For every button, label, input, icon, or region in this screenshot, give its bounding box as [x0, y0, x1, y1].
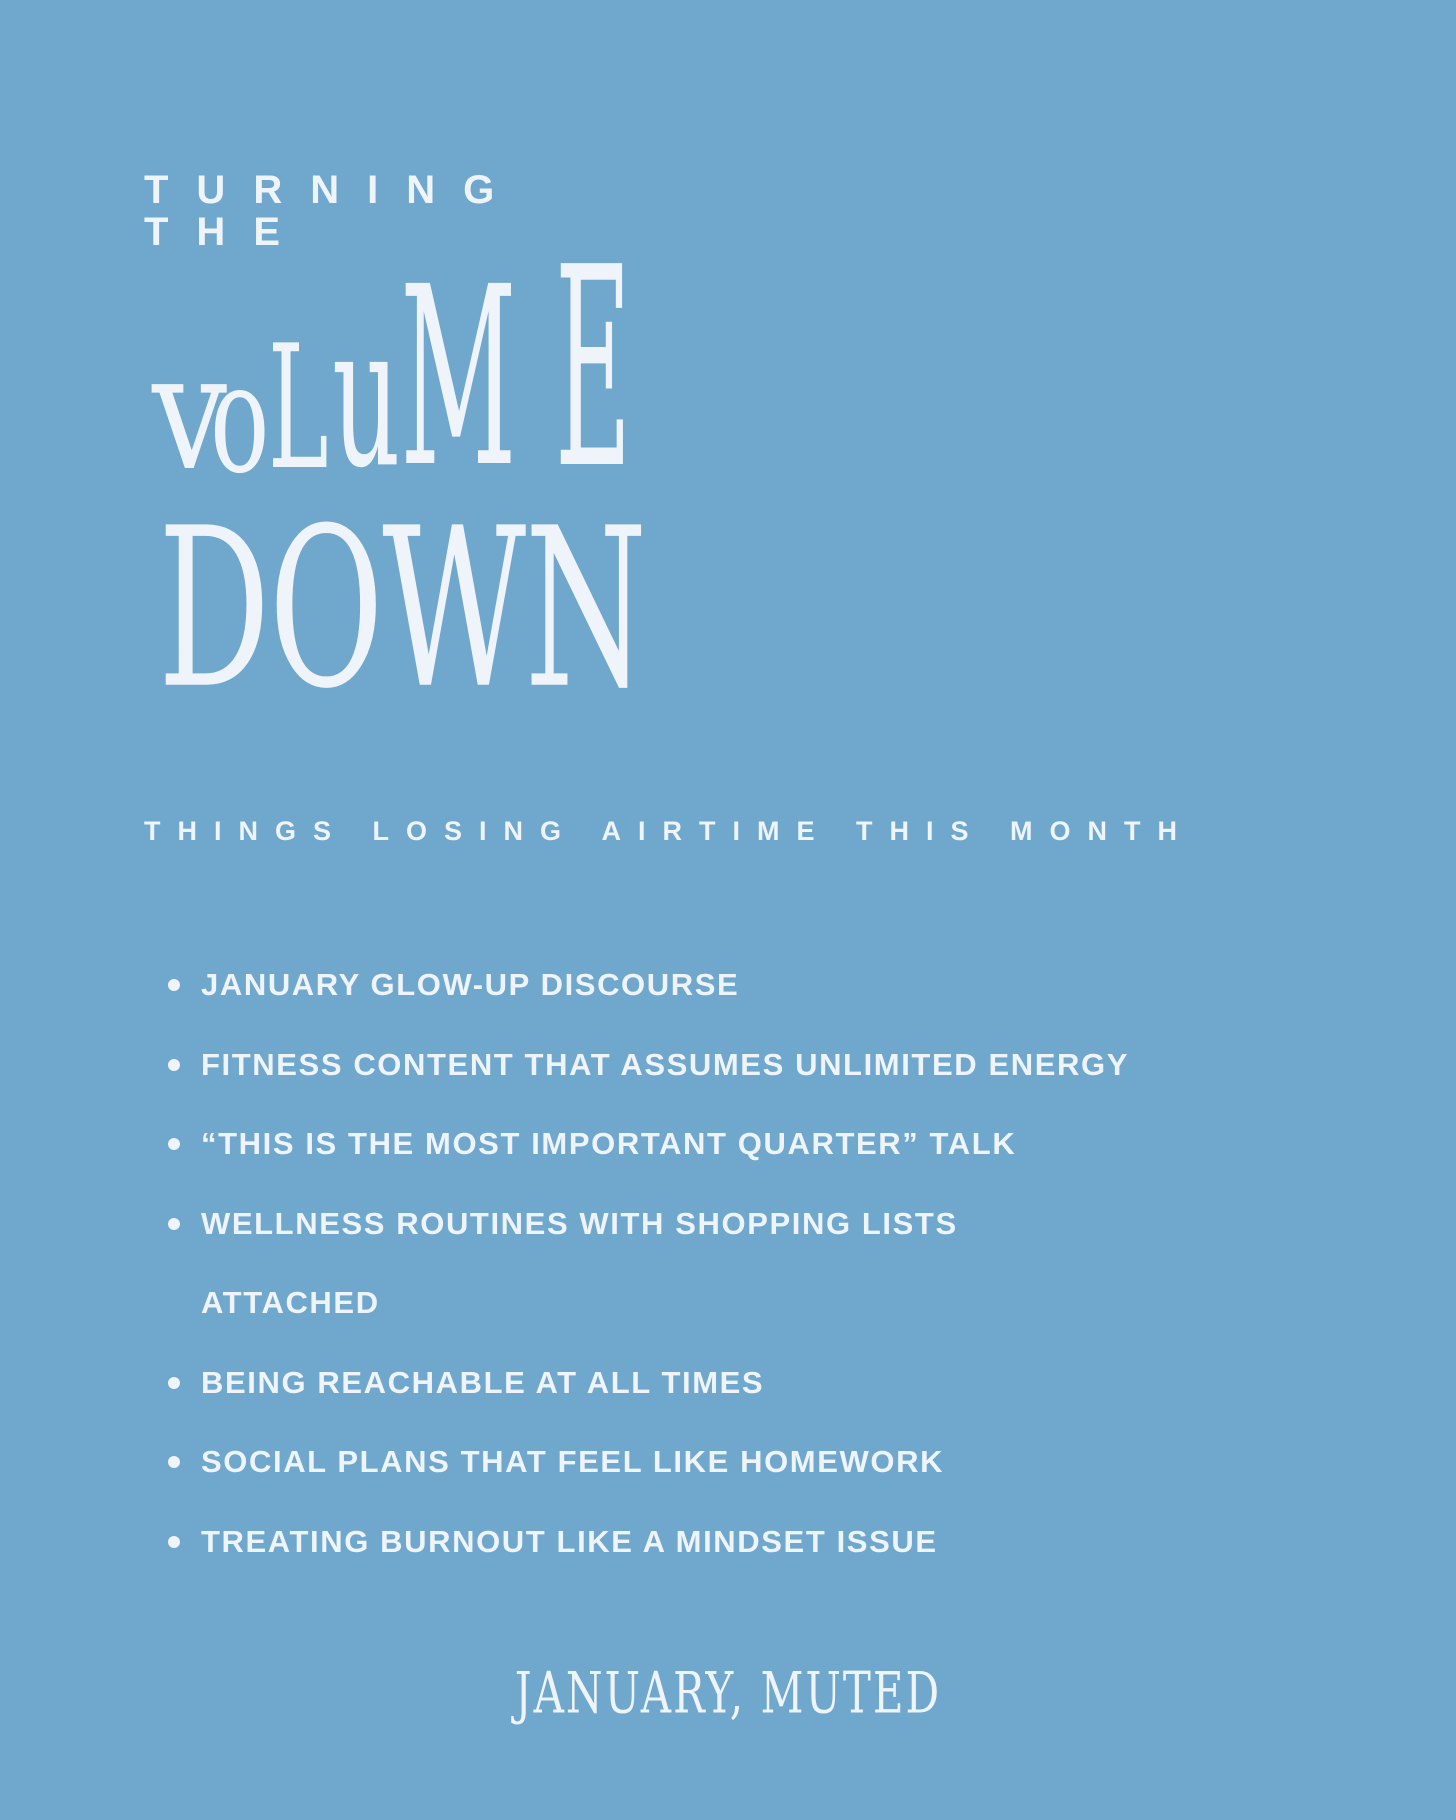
title-kicker-turning: TURNING: [144, 168, 523, 212]
list-item: [168, 1502, 1368, 1582]
list-item: [168, 1422, 1368, 1502]
list-item-text: “THIS IS THE MOST IMPORTANT QUARTER” TALK: [201, 1126, 1017, 1161]
title-volume-letter-v: v: [152, 318, 228, 507]
title-down: DOWN: [158, 481, 646, 738]
bullet-icon: [168, 1377, 180, 1389]
bullet-icon: [168, 1536, 180, 1548]
title-volume-letter-l: L: [268, 308, 329, 508]
title-volume-letter-u: u: [332, 281, 401, 512]
list-item: [168, 1184, 1368, 1343]
list-item: [168, 1343, 1368, 1423]
list-item-text: WELLNESS ROUTINES WITH SHOPPING LISTS ATTACHED: [201, 1205, 958, 1320]
subtitle: THINGS LOSING AIRTIME THIS MONTH: [144, 816, 1194, 846]
list-item-text: BEING REACHABLE AT ALL TIMES: [201, 1364, 765, 1400]
bullet-icon: [168, 979, 180, 991]
title-volume-letter-o: o: [210, 330, 270, 507]
bullet-icon: [168, 1138, 180, 1150]
footer-signature: JANUARY, MUTED: [514, 1660, 942, 1727]
list-item-text: JANUARY GLOW-UP DISCOURSE: [201, 967, 740, 1002]
list-item-text: SOCIAL PLANS THAT FEEL LIKE HOMEWORK: [201, 1444, 945, 1479]
list-item: [168, 945, 1368, 1025]
title-volume-letter-e: E: [555, 208, 632, 530]
airtime-list: [168, 945, 1368, 1581]
bullet-icon: [168, 1059, 180, 1071]
list-item-text: FITNESS CONTENT THAT ASSUMES UNLIMITED ENERGY: [201, 1046, 1129, 1082]
bullet-icon: [168, 1218, 180, 1230]
list-item: [168, 1025, 1368, 1105]
list-item: [168, 1104, 1368, 1184]
title-kicker-the: THE: [144, 210, 308, 254]
bullet-icon: [168, 1456, 180, 1468]
title-volume-letter-m: M: [400, 234, 517, 522]
list-item-text: TREATING BURNOUT LIKE A MINDSET ISSUE: [201, 1523, 938, 1559]
